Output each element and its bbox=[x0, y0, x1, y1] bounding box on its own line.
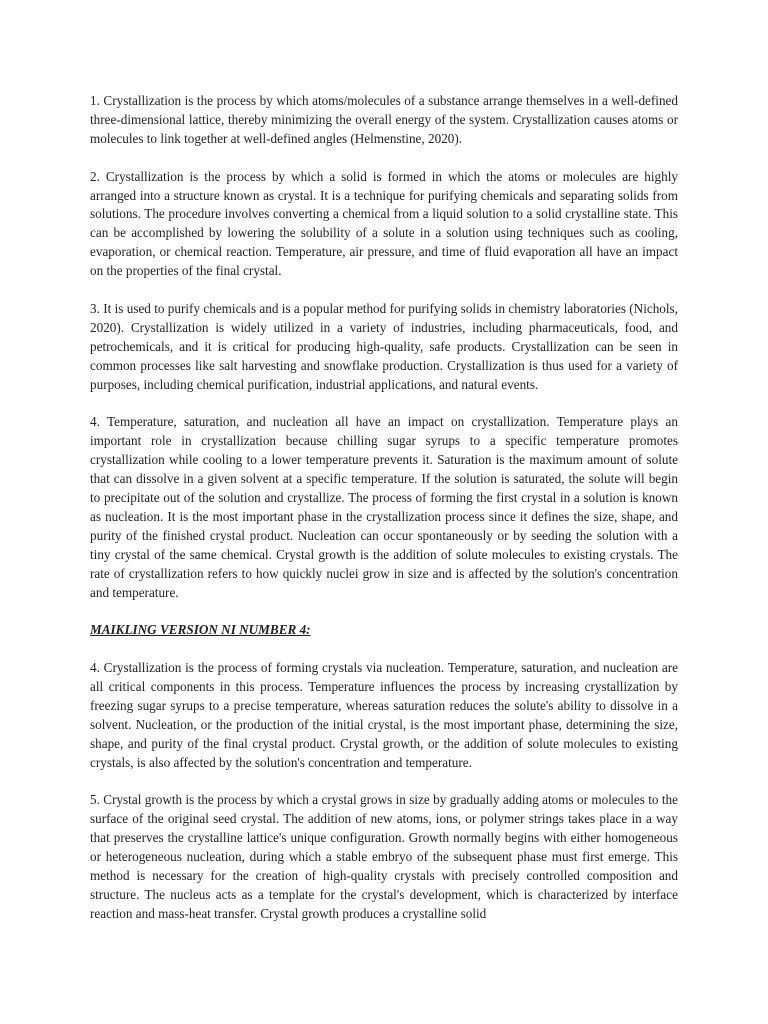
paragraph-2: 2. Crystallization is the process by which a solid is formed in which the atoms or molecules are highly arranged into a structure known as crystal. It is a technique for purifying chemicals and separating solids from solutions. The procedure involves converting a chemical from a liquid solution to a solid crystalline state. This can be accomplished by lowering the solubility of a solute in a solution using techniques such as cooling, evaporation, or chemical reaction. Temperature, air pressure, and time of fluid evaporation all have an impact on the properties of the final crystal. bbox=[90, 168, 678, 279]
paragraph-4-revised: 4. Crystallization is the process of forming crystals via nucleation. Temperature, saturation, and nucleation are all critical components in this process. Temperature influences the process by increasing crystallization by freezing sugar syrups to a precise temperature, whereas saturation reduces the solute's ability to dissolve in a solvent. Nucleation, or the production of the initial crystal, is the most important phase, determining the size, shape, and purity of the final crystal product. Crystal growth, or the addition of solute molecules to existing crystals, is also affected by the solution's concentration and temperature. bbox=[90, 660, 678, 770]
paragraph-3: 3. It is used to purify chemicals and is a popular method for purifying solids in chemistry laboratories (Nichols, 2020). Crystallization is widely utilized in a variety of industries, including pharmaceuticals, food, and petrochemicals, and it is critical for producing high-quality, safe products. Crystallization can be seen in common processes like salt harvesting and snowflake production. Crystallization is thus used for a variety of purposes, including chemical purification, industrial applications, and natural events. bbox=[90, 300, 678, 392]
paragraph-5: 5. Crystal growth is the process by which a crystal grows in size by gradually adding atoms or molecules to the surface of the original seed crystal. The addition of new atoms, ions, or polymer strings takes place in a way that preserves the crystalline lattice's unique configuration. Growth normally begins with either homogeneous or heterogeneous nucleation, during which a stable embryo of the subsequent phase must first emerge. This method is necessary for the creation of high-quality crystals with precisely controlled composition and structure. The nucleus acts as a template for the crystal's development, which is characterized by interface reaction and mass-heat transfer. Crystal growth produces a crystalline solid bbox=[90, 792, 678, 921]
paragraph-4: 4. Temperature, saturation, and nucleation all have an impact on crystallization. Temperature plays an important role in crystallization because chilling sugar syrups to a specific temperature promotes crystallization while cooling to a lower temperature prevents it. Saturation is the maximum amount of solute that can dissolve in a given solvent at a specific temperature. If the solution is saturated, the solute will begin to precipitate out of the solution and crystallize. The process of forming the first crystal in a solution is known as nucleation. It is the most important phase in the crystallization process since it defines the size, shape, and purity of the finished crystal product. Nucleation can occur spontaneously or by seeding the solution with a tiny crystal of the same chemical. Crystal growth is the addition of solute molecules to existing crystals. The rate of crystallization refers to how quickly nuclei grow in size and is affected by the solution's concentration and temperature. bbox=[90, 414, 678, 600]
document-page bbox=[90, 92, 678, 943]
section-heading: MAIKLING VERSION NI NUMBER 4: bbox=[90, 622, 311, 638]
paragraph-1: 1. Crystallization is the process by which atoms/molecules of a substance arrange themselves in a well-defined three-dimensional lattice, thereby minimizing the overall energy of the system. Crystallization causes atoms or molecules to link together at well-defined angles (Helmenstine, 2020). bbox=[90, 93, 678, 146]
